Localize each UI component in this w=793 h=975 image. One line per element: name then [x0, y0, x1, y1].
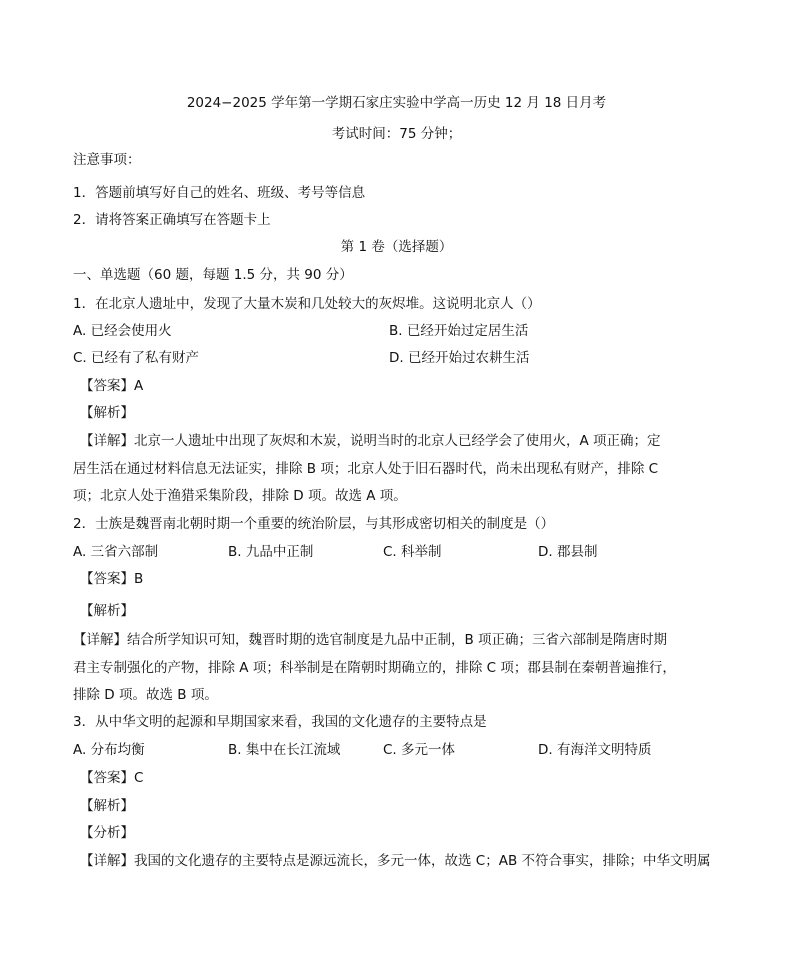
notes-item-1: 1．答题前填写好自己的姓名、班级、考号等信息 [73, 185, 366, 201]
question-1-option-d: D. 已经开始过农耕生活 [389, 350, 530, 366]
question-3-option-c: C. 多元一体 [383, 742, 456, 758]
question-1-option-c: C. 已经有了私有财产 [73, 350, 200, 366]
question-2-stem: 2．士族是魏晋南北朝时期一个重要的统治阶层，与其形成密切相关的制度是（） [73, 516, 555, 532]
notes-heading: 注意事项： [73, 152, 141, 168]
question-1-detail-line-1: 【详解】北京一人遗址中出现了灰烬和木炭，说明当时的北京人已经学会了使用火，A 项正确；定 [80, 433, 661, 449]
question-3-option-a: A. 分布均衡 [73, 742, 145, 758]
question-1-option-a: A. 已经会使用火 [73, 323, 172, 339]
question-2-option-c: C. 科举制 [383, 544, 442, 560]
question-2-option-d: D. 郡县制 [538, 544, 598, 560]
question-3-detail-line-1: 【详解】我国的文化遗存的主要特点是源远流长，多元一体，故选 C；AB 不符合事实，排除；中华文明属 [80, 853, 711, 869]
question-2-detail-line-3: 排除 D 项。故选 B 项。 [73, 687, 218, 703]
question-1-answer: 【答案】A [80, 378, 144, 394]
question-3-answer: 【答案】C [80, 770, 144, 786]
question-3-analysis-label: 【解析】 [80, 798, 134, 814]
question-2-answer: 【答案】B [80, 571, 144, 587]
exam-title: 2024−2025 学年第一学期石家庄实验中学高一历史 12 月 18 日月考 [186, 95, 607, 111]
question-2-detail-line-1: 【详解】结合所学知识可知，魏晋时期的选官制度是九品中正制，B 项正确；三省六部制是隋唐时期 [73, 632, 668, 648]
question-1-detail-line-2: 居生活在通过材料信息无法证实，排除 B 项；北京人处于旧石器时代，尚未出现私有财产，排除 C [73, 461, 659, 477]
question-3-option-d: D. 有海洋文明特质 [538, 742, 652, 758]
question-3-stem: 3．从中华文明的起源和早期国家来看，我国的文化遗存的主要特点是 [73, 714, 487, 730]
section-title: 一、单选题（60 题，每题 1.5 分，共 90 分） [73, 267, 353, 283]
question-2-analysis-label: 【解析】 [80, 603, 134, 619]
volume-title: 第 1 卷（选择题） [340, 239, 453, 255]
question-2-option-b: B. 九品中正制 [228, 544, 314, 560]
notes-item-2: 2．请将答案正确填写在答题卡上 [73, 212, 271, 228]
question-1-analysis-label: 【解析】 [80, 405, 134, 421]
question-1-option-b: B. 已经开始过定居生活 [389, 323, 529, 339]
question-3-extra-label: 【分析】 [80, 825, 134, 841]
question-3-option-b: B. 集中在长江流域 [228, 742, 341, 758]
question-1-detail-line-3: 项；北京人处于渔猎采集阶段，排除 D 项。故选 A 项。 [73, 488, 407, 504]
question-1-stem: 1．在北京人遗址中，发现了大量木炭和几处较大的灰烬堆。这说明北京人（） [73, 296, 541, 312]
exam-time: 考试时间：75 分钟； [331, 126, 462, 142]
question-2-detail-line-2: 君主专制强化的产物，排除 A 项；科举制是在隋朝时期确立的，排除 C 项；郡县制在秦朝普遍推行， [73, 660, 676, 676]
question-2-option-a: A. 三省六部制 [73, 544, 159, 560]
